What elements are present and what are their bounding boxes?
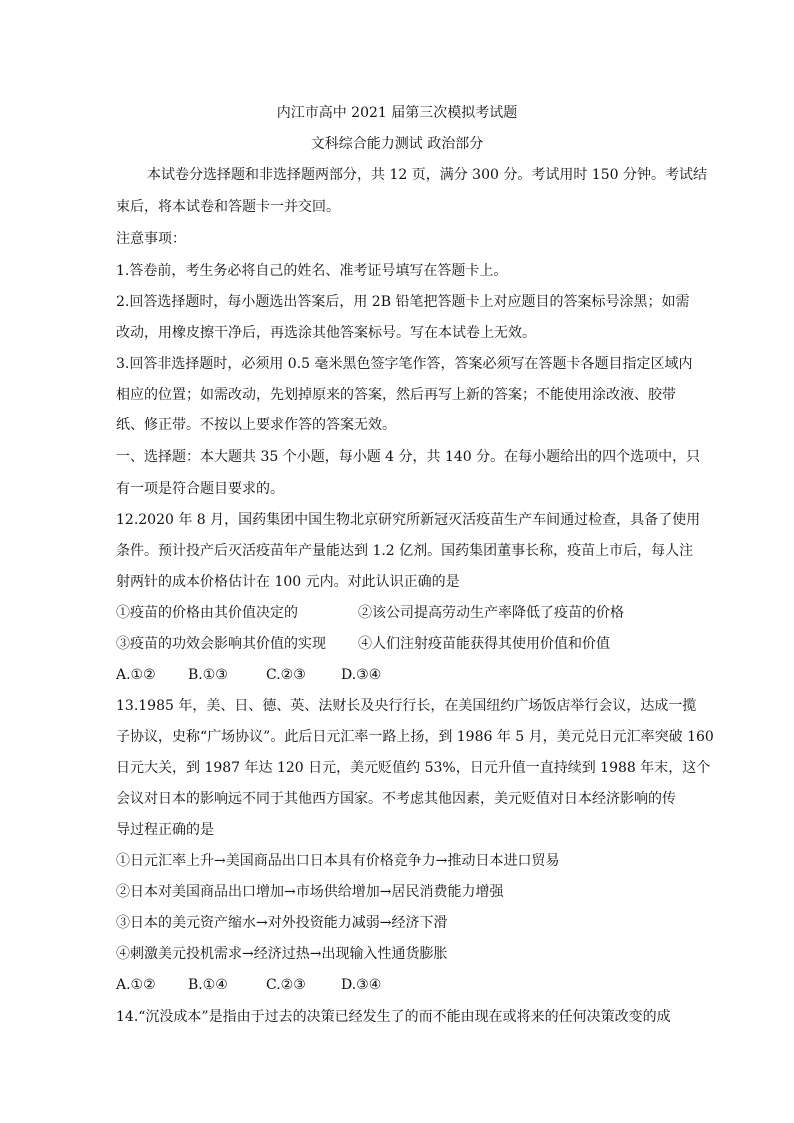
q14-line-1: 14.“沉没成本”是指由于过去的决策已经发生了的而不能由现在或将来的任何决策改变的成: [116, 1009, 671, 1025]
q13-choice-d: D.③④: [341, 977, 382, 993]
q12-line-1: 12.2020 年 8 月，国药集团中国生物北京研究所新冠灭活疫苗生产车间通过检查，具备了使用: [116, 512, 701, 528]
exam-title: 内江市高中 2021 届第三次模拟考试题: [276, 105, 518, 121]
q12-choice-d: D.③④: [341, 667, 382, 683]
notice-item-3-line-1: 3.回答非选择题时，必须用 0.5 毫米黑色签字笔作答，答案必须写在答题卡各题目指定区域内: [116, 356, 693, 372]
section-1-line-1: 一、选择题：本大题共 35 个小题，每小题 4 分，共 140 分。在每小题给出的四个选项中，只: [116, 449, 701, 465]
q13-choice-c: C.②③: [266, 977, 306, 993]
q12-choice-b: B.①③: [188, 667, 228, 683]
q13-line-4: 会议对日本的影响远不同于其他西方国家。不考虑其他因素，美元贬值对日本经济影响的传: [116, 791, 676, 807]
q12-choice-c: C.②③: [266, 667, 306, 683]
q13-option-3: ③日本的美元资产缩水→对外投资能力减弱→经济下滑: [116, 915, 448, 931]
q13-line-5: 导过程正确的是: [116, 822, 214, 838]
notice-item-2-line-2: 改动，用橡皮擦干净后，再选涂其他答案标号。写在本试卷上无效。: [116, 325, 536, 341]
notice-item-3-line-3: 纸、修正带。不按以上要求作答的答案无效。: [116, 417, 396, 433]
section-1-line-2: 有一项是符合题目要求的。: [116, 481, 284, 497]
notice-item-2-line-1: 2.回答选择题时，每小题选出答案后，用 2B 铅笔把答题卡上对应题目的答案标号涂黑；如需: [116, 294, 690, 310]
q12-choice-a: A.①②: [116, 667, 156, 683]
exam-subtitle: 文科综合能力测试 政治部分: [310, 136, 484, 152]
q12-option-3: ③疫苗的功效会影响其价值的实现: [116, 636, 326, 652]
q13-line-2: 子协议，史称“广场协议”。此后日元汇率一路上扬，到 1986 年 5 月，美元兑日元汇率突破 160: [116, 729, 714, 745]
q12-line-3: 射两针的成本价格估计在 100 元内。对此认识正确的是: [116, 574, 460, 590]
notice-item-3-line-2: 相应的位置；如需改动，先划掉原来的答案，然后再写上新的答案；不能使用涂改液、胶带: [116, 387, 676, 403]
intro-line-2: 束后，将本试卷和答题卡一并交回。: [116, 199, 340, 215]
notice-item-1: 1.答卷前，考生务必将自己的姓名、准考证号填写在答题卡上。: [116, 263, 508, 279]
notice-heading: 注意事项：: [116, 231, 186, 247]
q12-option-1: ①疫苗的价格由其价值决定的: [116, 605, 298, 621]
q12-line-2: 条件。预计投产后灭活疫苗年产量能达到 1.2 亿剂。国药集团董事长称，疫苗上市后，每人注: [116, 543, 694, 559]
q13-line-3: 日元大关，到 1987 年达 120 日元，美元贬值约 53%，日元升值一直持续到 1988 年末，这个: [116, 760, 711, 776]
q13-option-1: ①日元汇率上升→美国商品出口日本具有价格竞争力→推动日本进口贸易: [116, 853, 560, 869]
q13-choice-a: A.①②: [116, 977, 156, 993]
q13-line-1: 13.1985 年，美、日、德、英、法财长及央行行长，在美国纽约广场饭店举行会议，达成一揽: [116, 698, 697, 714]
q13-choice-b: B.①④: [188, 977, 228, 993]
q12-option-2: ②该公司提高劳动生产率降低了疫苗的价格: [358, 605, 624, 621]
q12-option-4: ④人们注射疫苗能获得其使用价值和价值: [358, 636, 610, 652]
intro-line-1: 本试卷分选择题和非选择题两部分，共 12 页，满分 300 分。考试用时 150 分钟。考试结: [147, 167, 707, 183]
q13-option-2: ②日本对美国商品出口增加→市场供给增加→居民消费能力增强: [116, 884, 504, 900]
q13-option-4: ④刺激美元投机需求→经济过热→出现输入性通货膨胀: [116, 946, 448, 962]
